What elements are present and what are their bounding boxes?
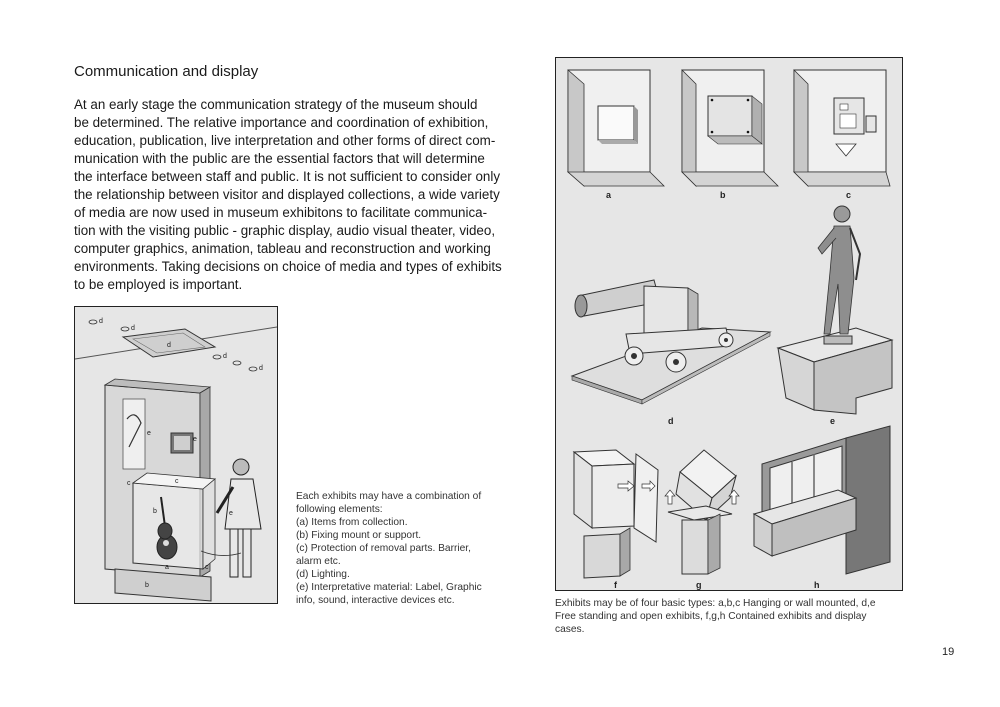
label-a: a bbox=[606, 190, 612, 200]
caption-line: (d) Lighting. bbox=[296, 569, 350, 580]
exhibit-type-g bbox=[665, 450, 739, 574]
label-e: e bbox=[147, 430, 151, 437]
label-g: g bbox=[696, 580, 702, 590]
right-figure-caption bbox=[555, 597, 905, 636]
caption-line: alarm etc. bbox=[296, 556, 341, 567]
exhibit-type-f bbox=[574, 450, 658, 578]
label-e: e bbox=[193, 436, 197, 443]
label-d: d bbox=[259, 365, 263, 372]
label-d: d bbox=[131, 325, 135, 332]
body-paragraph bbox=[74, 96, 504, 294]
label-f: f bbox=[614, 580, 617, 590]
label-d: d bbox=[668, 416, 674, 426]
page-number: 19 bbox=[942, 646, 955, 658]
body-line: education, publication, live interpretation and other forms of direct com- bbox=[74, 133, 496, 148]
label-c: c bbox=[205, 564, 209, 571]
exhibit-type-h bbox=[754, 426, 890, 574]
caption-line: cases. bbox=[555, 624, 585, 635]
exhibit-type-a bbox=[568, 70, 664, 186]
body-line: environments. Taking decisions on choice of media and types of exhibits bbox=[74, 259, 502, 274]
caption-line: Each exhibits may have a combination of bbox=[296, 491, 482, 502]
label-d: d bbox=[99, 318, 103, 325]
label-c: c bbox=[127, 480, 131, 487]
label-c: c bbox=[846, 190, 852, 200]
label-a: a bbox=[165, 564, 169, 571]
label-e: e bbox=[229, 510, 233, 517]
caption-line: (c) Protection of removal parts. Barrier, bbox=[296, 543, 471, 554]
body-line: of media are now used in museum exhibitons to facilitate communica- bbox=[74, 205, 488, 220]
body-line: munication with the public are the essential factors that will determine bbox=[74, 151, 485, 166]
body-line: the relationship between visitor and displayed collections, a wide variety bbox=[74, 187, 500, 202]
body-line: computer graphics, animation, tableau and reconstruction and working bbox=[74, 241, 491, 256]
label-c: c bbox=[175, 478, 179, 485]
caption-line: (a) Items from collection. bbox=[296, 517, 408, 528]
exhibit-type-b bbox=[682, 70, 778, 186]
exhibit-types-drawing bbox=[556, 58, 902, 590]
body-line: to be employed is important. bbox=[74, 277, 243, 292]
label-d: d bbox=[223, 353, 227, 360]
label-b: b bbox=[153, 508, 157, 515]
exhibit-type-e bbox=[778, 206, 892, 414]
graphic-panel bbox=[123, 399, 145, 469]
label-b: b bbox=[145, 582, 149, 589]
label-h: h bbox=[814, 580, 820, 590]
caption-line: following elements: bbox=[296, 504, 383, 515]
caption-line: (e) Interpretative material: Label, Graphic bbox=[296, 582, 482, 593]
exhibit-type-c bbox=[794, 70, 890, 186]
label-e: e bbox=[830, 416, 836, 426]
visitor-figure bbox=[217, 459, 261, 577]
body-line: At an early stage the communication strategy of the museum should bbox=[74, 97, 478, 112]
label-b: b bbox=[720, 190, 726, 200]
body-line: be determined. The relative importance and coordination of exhibition, bbox=[74, 115, 489, 130]
section-heading: Communication and display bbox=[74, 63, 259, 80]
caption-line: (b) Fixing mount or support. bbox=[296, 530, 422, 541]
left-figure-caption bbox=[296, 490, 526, 607]
caption-line: Exhibits may be of four basic types: a,b,c Hanging or wall mounted, d,e bbox=[555, 598, 876, 609]
label-d: d bbox=[167, 342, 171, 349]
exhibit-elements-figure bbox=[74, 306, 278, 604]
exhibit-elements-drawing bbox=[75, 307, 277, 603]
body-line: tion with the visiting public - graphic display, audio visual theater, video, bbox=[74, 223, 496, 238]
caption-line: Free standing and open exhibits, f,g,h Contained exhibits and display bbox=[555, 611, 867, 622]
exhibit-type-d bbox=[572, 280, 770, 404]
exhibit-types-figure bbox=[555, 57, 903, 591]
caption-line: info, sound, interactive devices etc. bbox=[296, 595, 455, 606]
body-line: the interface between staff and public. It is not sufficient to consider only bbox=[74, 169, 501, 184]
